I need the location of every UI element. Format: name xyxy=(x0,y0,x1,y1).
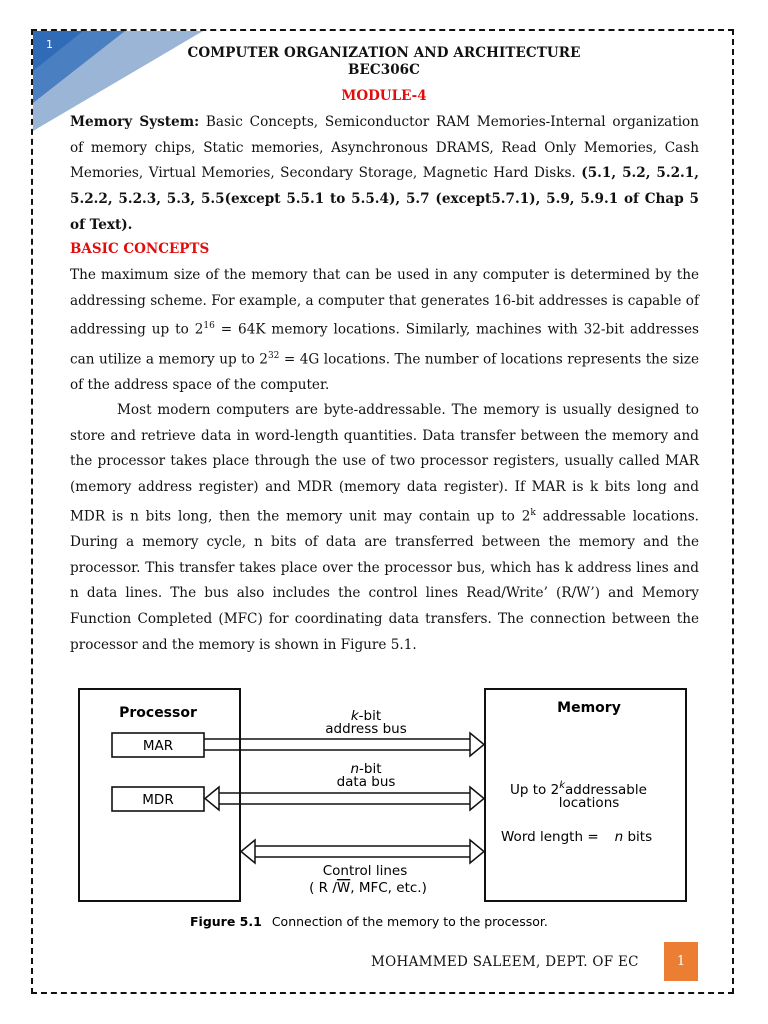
address-bus-arrowhead xyxy=(470,733,484,756)
mar-label: MAR xyxy=(142,738,174,754)
module-heading: MODULE-4 xyxy=(341,88,427,104)
para2-text-b: addressable locations. During a memory cycle, n bits of data are transferred between the memory and the processor. This transfer takes place over the processor bus, which has k address lines and n data lines. The bus also includes the control lines Read/Write’ (R/W’) and Memory Function Completed (MFC) for coordinating data transfers. The connection between the processor and the memory is shown in Figure 5.1. xyxy=(70,508,699,653)
syllabus-label: Memory System: xyxy=(70,114,200,130)
para1-text-c: = 4G locations. The number of locations represents the size of the address space of the computer. xyxy=(70,351,699,393)
word-length: Word length = n bits xyxy=(501,829,653,845)
mdr-label: MDR xyxy=(142,792,174,808)
address-bus-label-2: address bus xyxy=(325,721,407,737)
course-code: BEC306C xyxy=(347,62,421,78)
data-bus-arrowhead-right xyxy=(470,787,484,810)
memory-locations: locations xyxy=(558,795,620,811)
section-heading: BASIC CONCEPTS xyxy=(70,241,210,257)
paragraph-2 xyxy=(70,398,699,659)
address-bus-label-1: k-bit xyxy=(350,708,382,724)
syllabus-text: Basic Concepts, Semiconductor RAM Memories-Internal organization of memory chips, Static memories, Asynchronous DRAMS, Read Only Memories, Cash Memories, Virtual Memories, Secondary Storage, Magnetic Hard Disks. xyxy=(70,114,699,182)
para2-text-a: Most modern computers are byte-addressable. The memory is usually designed to store and retrieve data in word-length quantities. Data transfer between the memory and the processor takes place through the use of two processor registers, usually called MAR (memory address register) and MDR (memory data register). If MAR is k bits long and MDR is n bits long, then the memory unit may contain up to 2 xyxy=(70,402,699,525)
paragraph-1 xyxy=(70,263,699,399)
control-signals-label: ( R /W, MFC, etc.) xyxy=(309,880,427,896)
control-arrowhead-left xyxy=(241,840,255,863)
para1-sup2: 32 xyxy=(267,350,280,361)
data-bus-label-2: data bus xyxy=(336,774,396,790)
corner-page-number: 1 xyxy=(46,38,53,51)
memory-label: Memory xyxy=(557,700,621,716)
para1-text-b: = 64K memory locations. Similarly, machines with 32-bit addresses can utilize a memory up to 2 xyxy=(70,321,699,368)
footer-author: MOHAMMED SALEEM, DEPT. OF EC xyxy=(371,954,639,970)
footer-page-number: 1 xyxy=(664,942,698,981)
control-lines-label: Control lines xyxy=(322,863,408,879)
syllabus-refs: (5.1, 5.2, 5.2.1, 5.2.2, 5.2.3, 5.3, 5.5(except 5.5.1 to 5.5.4), 5.7 (except5.7.1), 5.9, 5.9.1 of Chap 5 of Text). xyxy=(70,165,699,233)
figure-5-1 xyxy=(78,688,698,933)
para1-text-a: The maximum size of the memory that can be used in any computer is determined by the addressing scheme. For example, a computer that generates 16-bit addresses is capable of addressing up to 2 xyxy=(70,267,699,338)
para2-sup: k xyxy=(530,507,536,518)
control-arrowhead-right xyxy=(470,840,484,863)
figure-caption: Figure 5.1 Connection of the memory to the processor. xyxy=(190,914,548,929)
para1-sup1: 16 xyxy=(203,321,215,332)
course-title: COMPUTER ORGANIZATION AND ARCHITECTURE xyxy=(187,45,581,61)
memory-capacity: Up to 2$^k$addressable xyxy=(510,780,647,798)
data-bus-label-1: n-bit xyxy=(350,761,382,777)
syllabus-paragraph xyxy=(70,110,699,239)
processor-label: Processor xyxy=(119,705,197,721)
